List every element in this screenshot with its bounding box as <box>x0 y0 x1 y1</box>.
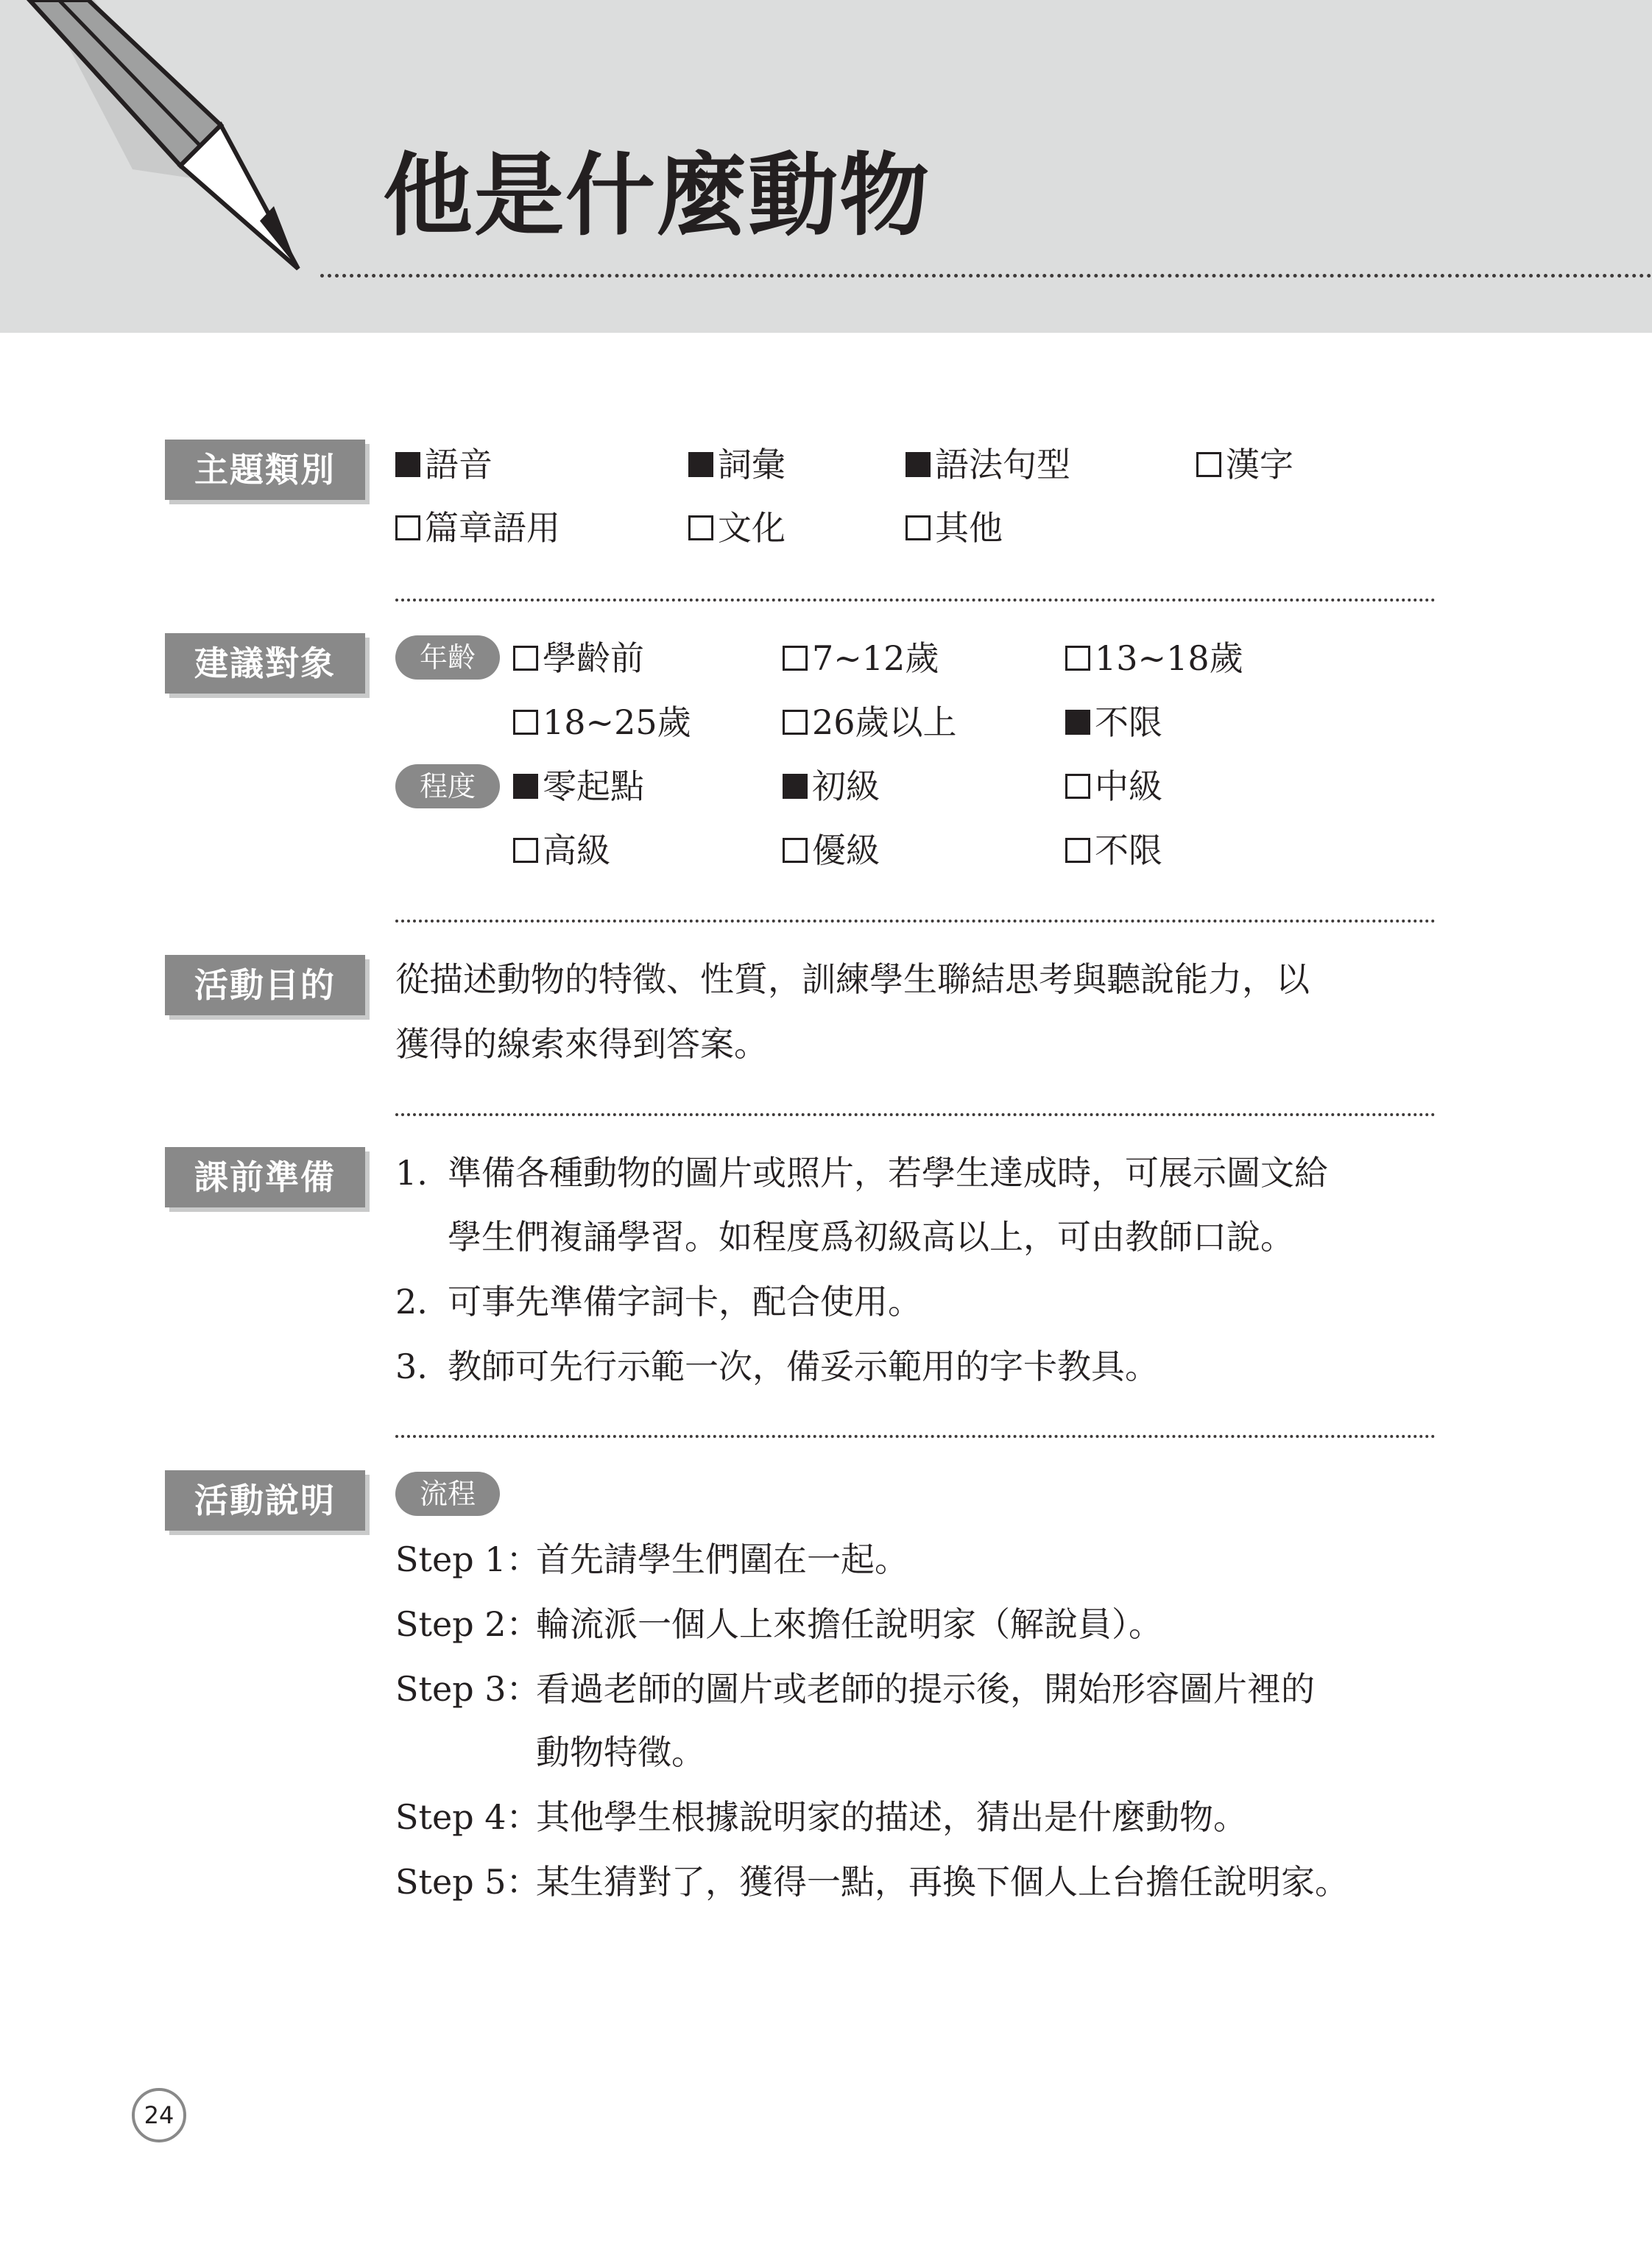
checkbox-icon <box>513 710 538 735</box>
section-divider <box>395 599 1436 602</box>
checkbox-icon <box>783 774 808 799</box>
checkbox-icon <box>1065 838 1090 863</box>
checkbox-icon <box>906 515 931 540</box>
prep-item-number: 3. <box>395 1347 428 1386</box>
level-pill: 程度 <box>395 764 500 808</box>
level-option: 中級 <box>1065 769 1162 803</box>
prep-item-number: 2. <box>395 1282 428 1322</box>
step-text: 首先請學生們圍在一起。 <box>536 1539 908 1579</box>
step-text: 某生猜對了，獲得一點，再換下個人上台擔任說明家。 <box>536 1862 1349 1902</box>
prep-item-text: 準備各種動物的圖片或照片，若學生達成時，可展示圖文給 <box>448 1153 1328 1193</box>
checkbox-icon <box>1065 774 1090 799</box>
topic-option-other: 其他 <box>906 511 1003 545</box>
activity-label: 活動說明 <box>165 1470 365 1531</box>
age-pill: 年齡 <box>395 635 500 680</box>
topic-option-culture: 文化 <box>688 511 786 545</box>
step-text: 輪流派一個人上來擔任說明家（解說員）。 <box>536 1604 1162 1644</box>
checkbox-icon <box>1065 710 1090 735</box>
title-divider <box>320 274 1652 278</box>
page-number: 24 <box>132 2088 186 2142</box>
step-text: 看過老師的圖片或老師的提示後，開始形容圖片裡的 <box>536 1669 1315 1709</box>
age-option: 13~18歲 <box>1065 641 1243 675</box>
prep-item-text: 學生們複誦學習。如程度爲初級高以上，可由教師口說。 <box>448 1217 1294 1257</box>
checkbox-icon <box>688 452 713 477</box>
purpose-label: 活動目的 <box>165 955 365 1015</box>
checkbox-icon <box>513 774 538 799</box>
age-option: 26歲以上 <box>783 705 957 739</box>
topic-label: 主題類別 <box>165 440 365 500</box>
section-divider <box>395 920 1436 923</box>
step-label: Step 4： <box>395 1797 540 1837</box>
level-option: 初級 <box>783 769 880 803</box>
age-option: 不限 <box>1065 705 1162 739</box>
audience-label: 建議對象 <box>165 633 365 694</box>
step-label: Step 2： <box>395 1604 540 1644</box>
preparation-label: 課前準備 <box>165 1147 365 1207</box>
checkbox-icon <box>513 646 538 671</box>
age-option: 7~12歲 <box>783 641 939 675</box>
age-option: 18~25歲 <box>513 705 691 739</box>
checkbox-icon <box>1065 646 1090 671</box>
pencil-icon <box>0 0 324 294</box>
checkbox-icon <box>783 838 808 863</box>
header-band <box>0 0 1652 333</box>
checkbox-icon <box>688 515 713 540</box>
step-label: Step 5： <box>395 1862 540 1902</box>
checkbox-icon <box>1196 452 1221 477</box>
purpose-text-line: 獲得的線索來得到答案。 <box>395 1024 768 1064</box>
topic-option-grammar: 語法句型 <box>906 448 1070 482</box>
step-text: 其他學生根據說明家的描述，猜出是什麼動物。 <box>536 1797 1247 1837</box>
level-option: 不限 <box>1065 833 1162 867</box>
level-option: 優級 <box>783 833 880 867</box>
purpose-text-line: 從描述動物的特徵、性質，訓練學生聯結思考與聽說能力，以 <box>395 959 1310 999</box>
level-option: 零起點 <box>513 769 644 803</box>
checkbox-icon <box>783 710 808 735</box>
page-title: 他是什麼動物 <box>383 144 931 248</box>
prep-item-text: 教師可先行示範一次，備妥示範用的字卡教具。 <box>448 1347 1159 1386</box>
step-label: Step 3： <box>395 1669 540 1709</box>
checkbox-icon <box>783 646 808 671</box>
level-option: 高級 <box>513 833 610 867</box>
checkbox-icon <box>395 452 420 477</box>
section-divider <box>395 1113 1436 1116</box>
topic-option-vocabulary: 詞彙 <box>688 448 786 482</box>
step-text: 動物特徵。 <box>536 1732 705 1772</box>
checkbox-icon <box>906 452 931 477</box>
checkbox-icon <box>395 515 420 540</box>
step-label: Step 1： <box>395 1539 540 1579</box>
flow-pill: 流程 <box>395 1472 500 1516</box>
topic-option-discourse: 篇章語用 <box>395 511 560 545</box>
checkbox-icon <box>513 838 538 863</box>
prep-item-text: 可事先準備字詞卡，配合使用。 <box>448 1282 922 1322</box>
prep-item-number: 1. <box>395 1153 428 1193</box>
topic-option-pronunciation: 語音 <box>395 448 493 482</box>
topic-option-characters: 漢字 <box>1196 448 1293 482</box>
age-option: 學齡前 <box>513 641 644 675</box>
section-divider <box>395 1435 1436 1438</box>
